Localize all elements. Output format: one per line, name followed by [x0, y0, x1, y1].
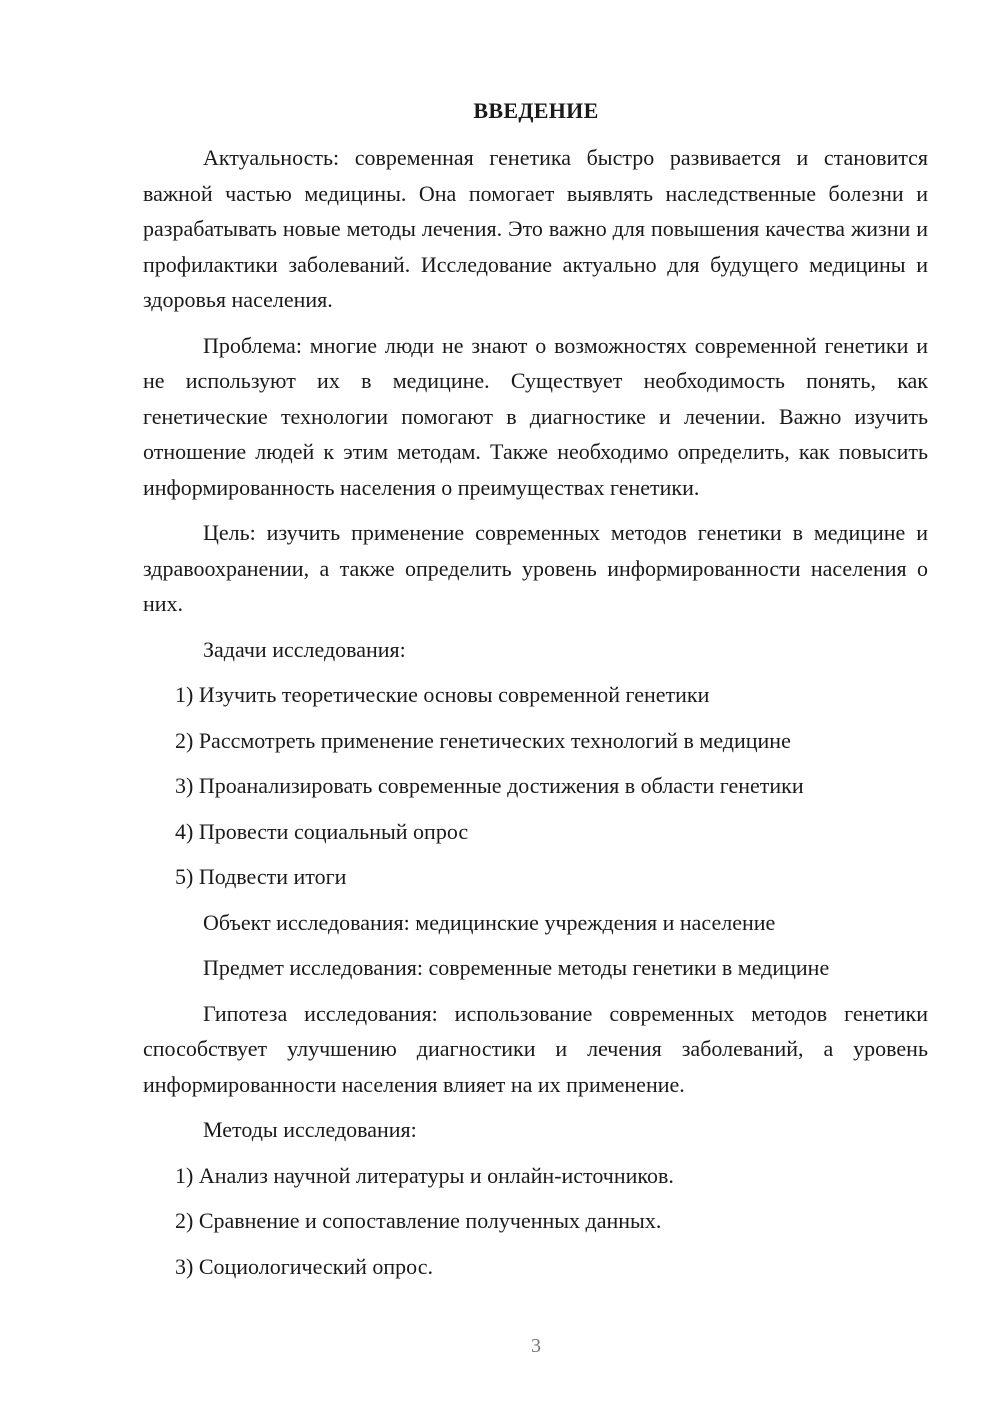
section-heading: ВВЕДЕНИЕ: [473, 98, 599, 123]
subject-paragraph: Предмет исследования: современные методы генетики в медицине: [203, 955, 830, 980]
page-number: 3: [531, 1335, 541, 1357]
hypothesis-paragraph: Гипотеза исследования: использование современных методов генетики способствует улучшению диагностики и лечения заболеваний, а уровень информированности населения влияет на их применение.: [143, 1000, 928, 1097]
task-item: 4) Провести социальный опрос: [175, 818, 469, 844]
goal-paragraph: Цель: изучить применение современных методов генетики в медицине и здравоохранении, а также определить уровень информированности населения о них.: [143, 520, 928, 616]
document-body: [143, 140, 928, 1294]
object-paragraph: Объект исследования: медицинские учреждения и население: [203, 909, 776, 935]
method-item: 1) Анализ научной литературы и онлайн-источников.: [175, 1162, 674, 1188]
methods-label: Методы исследования:: [203, 1117, 417, 1142]
task-item: 1) Изучить теоретические основы современной генетики: [175, 682, 710, 707]
methods-list: [143, 1158, 928, 1285]
task-item: 2) Рассмотреть применение генетических технологий в медицине: [175, 727, 791, 753]
task-item: 3) Проанализировать современные достижения в области генетики: [175, 773, 804, 798]
problem-paragraph: Проблема: многие люди не знают о возможностях современной генетики и не используют их в медицине. Существует необходимость понять, как генетические технологии помогают в диагностике и лечении. Важно изучить отношение людей к этим методам. Также необходимо определить, как повысить информированность населения о преимуществах генетики.: [143, 332, 928, 500]
tasks-list: [143, 677, 928, 895]
task-item: 5) Подвести итоги: [175, 864, 347, 889]
tasks-label: Задачи исследования:: [203, 636, 406, 662]
method-item: 3) Социологический опрос.: [175, 1253, 433, 1279]
relevance-paragraph: Актуальность: современная генетика быстро развивается и становится важной частью медицины. Она помогает выявлять наследственные болезни и разрабатывать новые методы лечения. Это важно для повышения качества жизни и профилактики заболеваний. Исследование актуально для будущего медицины и здоровья населения.: [143, 145, 928, 312]
method-item: 2) Сравнение и сопоставление полученных данных.: [175, 1208, 662, 1233]
